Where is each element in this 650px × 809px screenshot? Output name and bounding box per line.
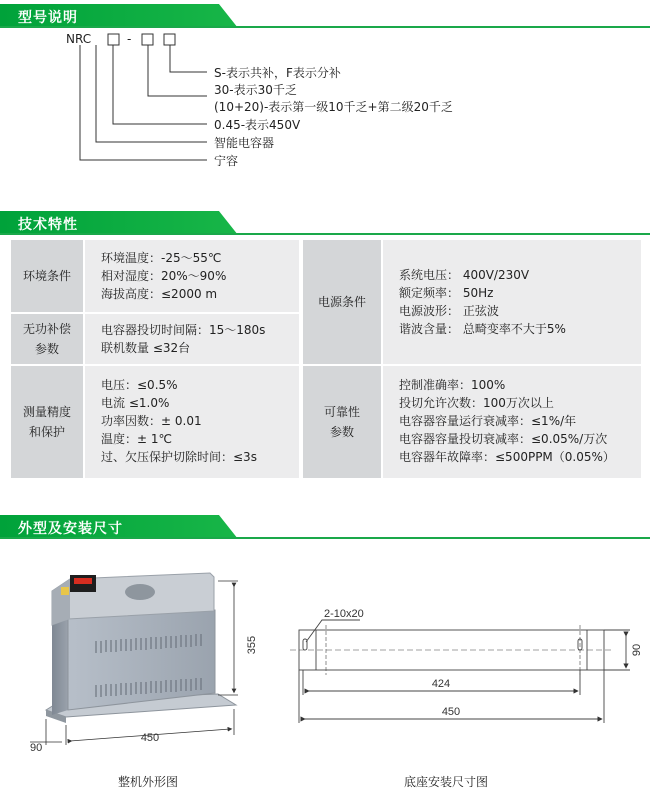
spec-table (11, 240, 641, 478)
drawings-svg (0, 545, 650, 805)
section-header-tech (0, 211, 650, 235)
spec-values-environment: 环境温度：-25～55℃ 相对湿度：20%～90% 海拔高度：≤2000 m (85, 240, 299, 312)
model-designation (0, 30, 650, 190)
model-desc-capacity: 30-表示30千乏 (214, 83, 297, 97)
caption-unit: 整机外形图 (118, 775, 179, 789)
code-box-1 (108, 34, 119, 45)
dimension-drawings (0, 545, 650, 805)
section-title: 外型及安装尺寸 (18, 521, 123, 537)
code-box-3 (164, 34, 175, 45)
section-title: 型号说明 (18, 10, 78, 26)
spec-label-environment: 环境条件 (11, 240, 83, 312)
model-desc-type: S-表示共补，F表示分补 (214, 66, 341, 80)
spec-values-measure: 电压：≤0.5% 电流 ≤1.0% 功率因数：± 0.01 温度：± 1℃ 过、欠压保护切除时间：≤3s (85, 366, 299, 478)
model-desc-brand: 宁容 (214, 154, 239, 168)
model-prefix: NRC (66, 32, 92, 46)
model-desc-voltage: 0.45-表示450V (214, 118, 301, 132)
dim-depth: 90 (30, 742, 43, 754)
section-rule (0, 26, 650, 28)
dim-hole-span: 424 (431, 678, 451, 690)
model-desc-product: 智能电容器 (214, 136, 275, 150)
spec-values-reliability: 控制准确率：100% 投切允许次数：100万次以上 电容器容量运行衰减率：≤1%/年 电容器容量投切衰减率：≤0.05%/万次 电容器年故障率：≤500PPM（0.05%） (383, 366, 641, 478)
model-dash: - (127, 32, 132, 46)
section-header-model (0, 4, 650, 28)
section-title: 技术特性 (18, 217, 78, 233)
spec-label-measure: 测量精度 和保护 (11, 366, 83, 478)
dim-height: 355 (246, 635, 258, 655)
dim-width: 450 (140, 732, 160, 744)
unit-drawing (30, 573, 238, 745)
spec-values-reactive: 电容器投切时间隔：15～180s 联机数量 ≤32台 (85, 314, 299, 364)
spec-label-power: 电源条件 (303, 240, 381, 364)
dim-hole: 2-10x20 (324, 608, 364, 620)
section-header-dims (0, 515, 650, 539)
dim-base-length: 450 (441, 706, 461, 718)
caption-base: 底座安装尺寸图 (404, 775, 489, 789)
dim-base-depth: 90 (631, 643, 643, 657)
spec-values-power: 系统电压： 400V/230V 额定频率： 50Hz 电源波形： 正弦波 谐波含量： 总畸变率不大于5% (383, 240, 641, 364)
code-box-2 (142, 34, 153, 45)
model-desc-stage: (10+20)-表示第一级10千乏+第二级20千乏 (214, 100, 453, 114)
spec-label-reactive: 无功补偿 参数 (11, 314, 83, 364)
section-rule (0, 233, 650, 235)
spec-label-reliability: 可靠性 参数 (303, 366, 381, 478)
